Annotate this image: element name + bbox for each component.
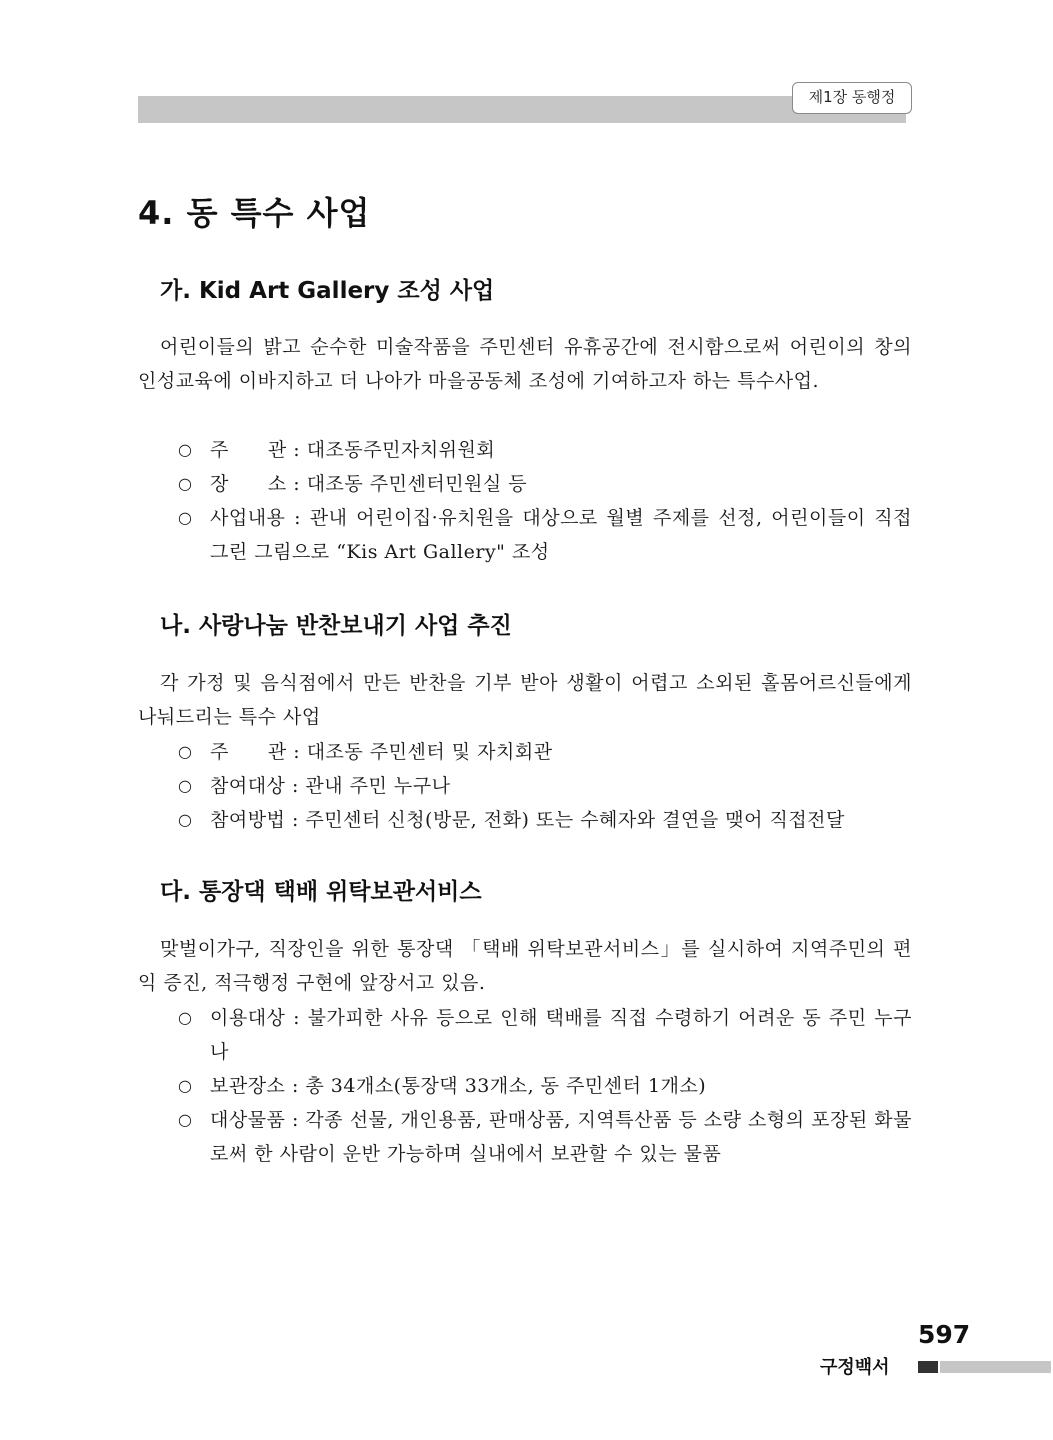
list-item [178,803,912,837]
list-item-text: 장 소 : 대조동 주민센터민원실 등 [210,473,528,495]
circle-bullet-icon: ○ [178,742,193,761]
circle-bullet-icon: ○ [178,440,193,459]
list-item-text: 보관장소 : 총 34개소(통장댁 33개소, 동 주민센터 1개소) [210,1075,707,1097]
page-number: 597 [918,1320,971,1349]
subsection-title-na: 나. 사랑나눔 반찬보내기 사업 추진 [160,613,512,639]
footer-bar-dark [918,1361,938,1373]
circle-bullet-icon: ○ [178,1110,193,1129]
book-title: 구정백서 [820,1357,890,1378]
bullet-list-na [178,735,912,837]
list-item [178,467,912,501]
list-item-text: 대상물품 : 각종 선물, 개인용품, 판매상품, 지역특산품 등 소량 소형의 포장된 화물로써 한 사람이 운반 가능하며 실내에서 보관할 수 있는 물품 [210,1109,912,1165]
list-item-text: 참여대상 : 관내 주민 누구나 [210,775,451,797]
list-item-text: 주 관 : 대조동주민자치위원회 [210,439,496,461]
circle-bullet-icon: ○ [178,810,193,829]
list-item-text: 주 관 : 대조동 주민센터 및 자치회관 [210,741,553,763]
list-item-text: 사업내용 : 관내 어린이집·유치원을 대상으로 월별 주제를 선정, 어린이들이 직접 그린 그림으로 “Kis Art Gallery" 조성 [210,507,912,563]
circle-bullet-icon: ○ [178,508,193,527]
list-item [178,769,912,803]
list-item-text: 이용대상 : 불가피한 사유 등으로 인해 택배를 직접 수령하기 어려운 동 주민 누구나 [210,1007,912,1063]
subsection-title-da: 다. 통장댁 택배 위탁보관서비스 [160,879,482,905]
circle-bullet-icon: ○ [178,1008,193,1027]
subsection-paragraph-da: 맞벌이가구, 직장인을 위한 통장댁 「택배 위탁보관서비스」를 실시하여 지역주민의 편익 증진, 적극행정 구현에 앞장서고 있음. [138,938,912,994]
list-item [178,501,912,569]
list-item-text: 참여방법 : 주민센터 신청(방문, 전화) 또는 수혜자와 결연을 맺어 직접전달 [210,809,845,831]
list-item [178,1001,912,1069]
section-title: 4. 동 특수 사업 [138,194,371,232]
footer-bar-light [940,1361,1051,1373]
list-item [178,1103,912,1171]
bullet-list-ga [178,433,912,569]
list-item [178,1069,912,1103]
header-bar [138,96,906,123]
list-item [178,433,912,467]
chapter-tab: 제1장 동행정 [792,82,912,114]
circle-bullet-icon: ○ [178,776,193,795]
subsection-title-ga: 가. Kid Art Gallery 조성 사업 [160,278,495,304]
circle-bullet-icon: ○ [178,474,193,493]
list-item [178,735,912,769]
subsection-paragraph-ga: 어린이들의 밝고 순수한 미술작품을 주민센터 유휴공간에 전시함으로써 어린이의 창의 인성교육에 이바지하고 더 나아가 마을공동체 조성에 기여하고자 하는 특수사업. [138,336,912,392]
circle-bullet-icon: ○ [178,1076,193,1095]
bullet-list-da [178,1001,912,1171]
subsection-paragraph-na: 각 가정 및 음식점에서 만든 반찬을 기부 받아 생활이 어렵고 소외된 홀몸어르신들에게 나눠드리는 특수 사업 [138,672,912,728]
